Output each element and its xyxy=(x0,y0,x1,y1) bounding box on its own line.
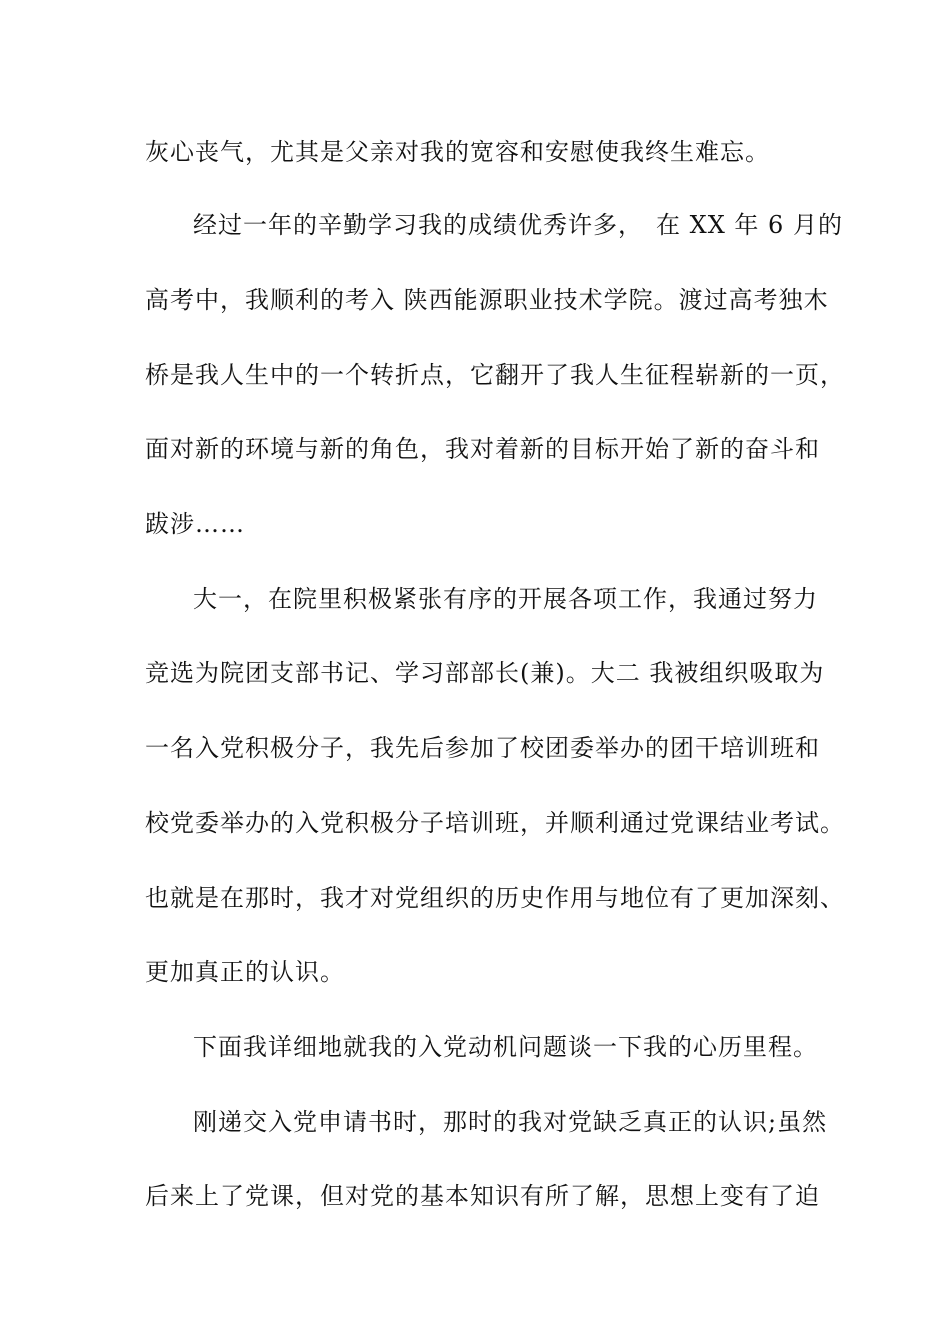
text-line: 面对新的环境与新的角色，我对着新的目标开始了新的奋斗和 xyxy=(145,435,820,463)
text-line: 也就是在那时，我才对党组织的历史作用与地位有了更加深刻、 xyxy=(145,884,845,912)
text-line: 校党委举办的入党积极分子培训班，并顺利通过党课结业考试。 xyxy=(145,809,845,837)
text-line: 高考中，我顺利的考入 陕西能源职业技术学院。渡过高考独木 xyxy=(145,286,829,314)
text-line: 跋涉…… xyxy=(145,510,245,538)
text-line: 一名入党积极分子，我先后参加了校团委举办的团干培训班和 xyxy=(145,734,820,762)
paragraph-start-line: 下面我详细地就我的入党动机问题谈一下我的心历里程。 xyxy=(193,1033,818,1061)
text-line: 更加真正的认识。 xyxy=(145,958,345,986)
paragraph-start-line: 经过一年的辛勤学习我的成绩优秀许多， 在 XX 年 6 月的 xyxy=(193,211,843,239)
text-line: 灰心丧气，尤其是父亲对我的宽容和安慰使我终生难忘。 xyxy=(145,138,770,166)
text-line: 竞选为院团支部书记、学习部部长(兼)。大二 我被组织吸取为 xyxy=(145,659,825,687)
paragraph-start-line: 刚递交入党申请书时，那时的我对党缺乏真正的认识;虽然 xyxy=(193,1108,828,1136)
text-line: 后来上了党课，但对党的基本知识有所了解，思想上变有了迫 xyxy=(145,1182,820,1210)
paragraph-start-line: 大一，在院里积极紧张有序的开展各项工作，我通过努力 xyxy=(193,585,818,613)
text-line: 桥是我人生中的一个转折点，它翻开了我人生征程崭新的一页， xyxy=(145,361,845,389)
